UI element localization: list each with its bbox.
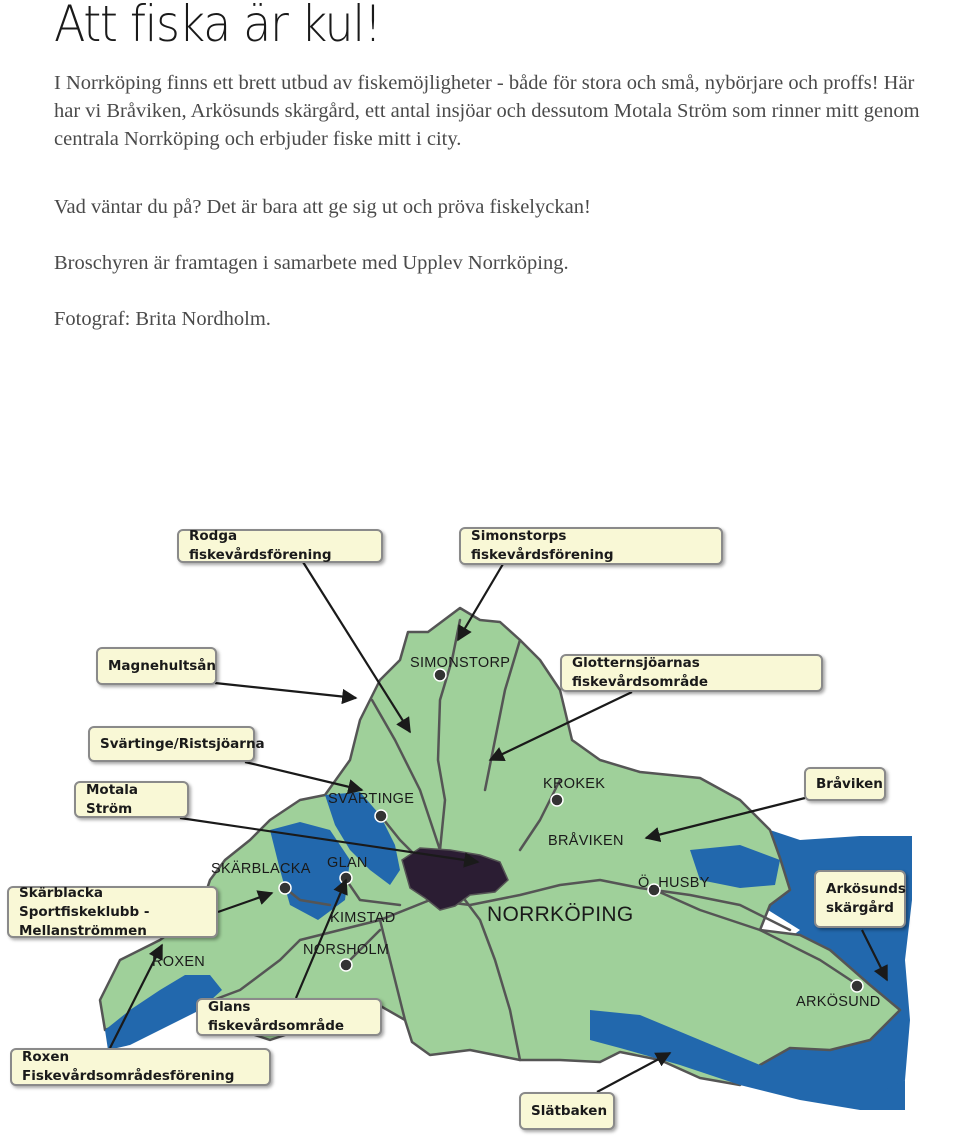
call-to-action-paragraph: Vad väntar du på? Det är bara att ge sig ut och pröva fiskelyckan! bbox=[54, 196, 591, 218]
callout-magnehultsan: Magnehultsån bbox=[96, 647, 217, 685]
callout-arkosunds bbox=[814, 870, 906, 928]
place-label-arkosund: ARKÖSUND bbox=[796, 994, 881, 1010]
callout-arkosunds-line2: skärgård bbox=[826, 900, 894, 916]
callout-glotternsjoarnas: Glotternsjöarnas fiskevårdsområde bbox=[560, 654, 823, 692]
photographer-credit: Fotograf: Brita Nordholm. bbox=[54, 308, 271, 330]
callout-simonstorps: Simonstorps fiskevårdsförening bbox=[459, 527, 723, 565]
place-label-krokek: KROKEK bbox=[543, 776, 606, 792]
callout-slatbaken: Slätbaken bbox=[519, 1092, 615, 1130]
callout-arkosunds-line1: Arkösunds bbox=[826, 881, 906, 897]
place-label-roxen: ROXEN bbox=[152, 954, 206, 970]
callout-skarblacka bbox=[7, 886, 218, 938]
callout-rodga: Rodga fiskevårdsförening bbox=[177, 529, 383, 563]
collaboration-paragraph: Broschyren är framtagen i samarbete med Upplev Norrköping. bbox=[54, 252, 569, 274]
callout-skarblacka-line2: Mellanströmmen bbox=[19, 922, 147, 939]
place-label-glan: GLAN bbox=[327, 855, 368, 871]
page-title: Att fiska är kul! bbox=[54, 0, 381, 53]
callout-skarblacka-line1: Skärblacka Sportfiskeklubb - bbox=[19, 884, 150, 920]
place-label-norrkoping: NORRKÖPING bbox=[487, 903, 634, 926]
callout-glans: Glans fiskevårdsområde bbox=[196, 998, 382, 1036]
place-label-o-husby: Ö. HUSBY bbox=[638, 875, 710, 891]
place-label-braviken: BRÅVIKEN bbox=[548, 833, 624, 849]
place-label-simonstorp: SIMONSTORP bbox=[410, 655, 511, 671]
callout-motala-strom: Motala Ström bbox=[74, 781, 189, 818]
place-label-kimstad: KIMSTAD bbox=[330, 910, 396, 926]
callout-braviken: Bråviken bbox=[804, 767, 886, 801]
place-label-norsholm: NORSHOLM bbox=[303, 942, 390, 958]
callout-svartinge-ristsjoarna: Svärtinge/Ristsjöarna bbox=[88, 726, 255, 762]
callout-roxen: Roxen Fiskevårdsområdesförening bbox=[10, 1048, 271, 1086]
place-label-svartinge: SVÄRTINGE bbox=[328, 791, 415, 807]
intro-paragraph: I Norrköping finns ett brett utbud av fiskemöjligheter - både för stora och små, nybörjare och proffs! Här har vi Bråviken, Arkösunds skärgård, ett antal insjöar och dessutom Motala Ström som rinner mitt genom centrala Norrköping och erbjuder fiske mitt i city. bbox=[54, 72, 920, 150]
place-label-skarblacka: SKÄRBLACKA bbox=[211, 861, 311, 877]
